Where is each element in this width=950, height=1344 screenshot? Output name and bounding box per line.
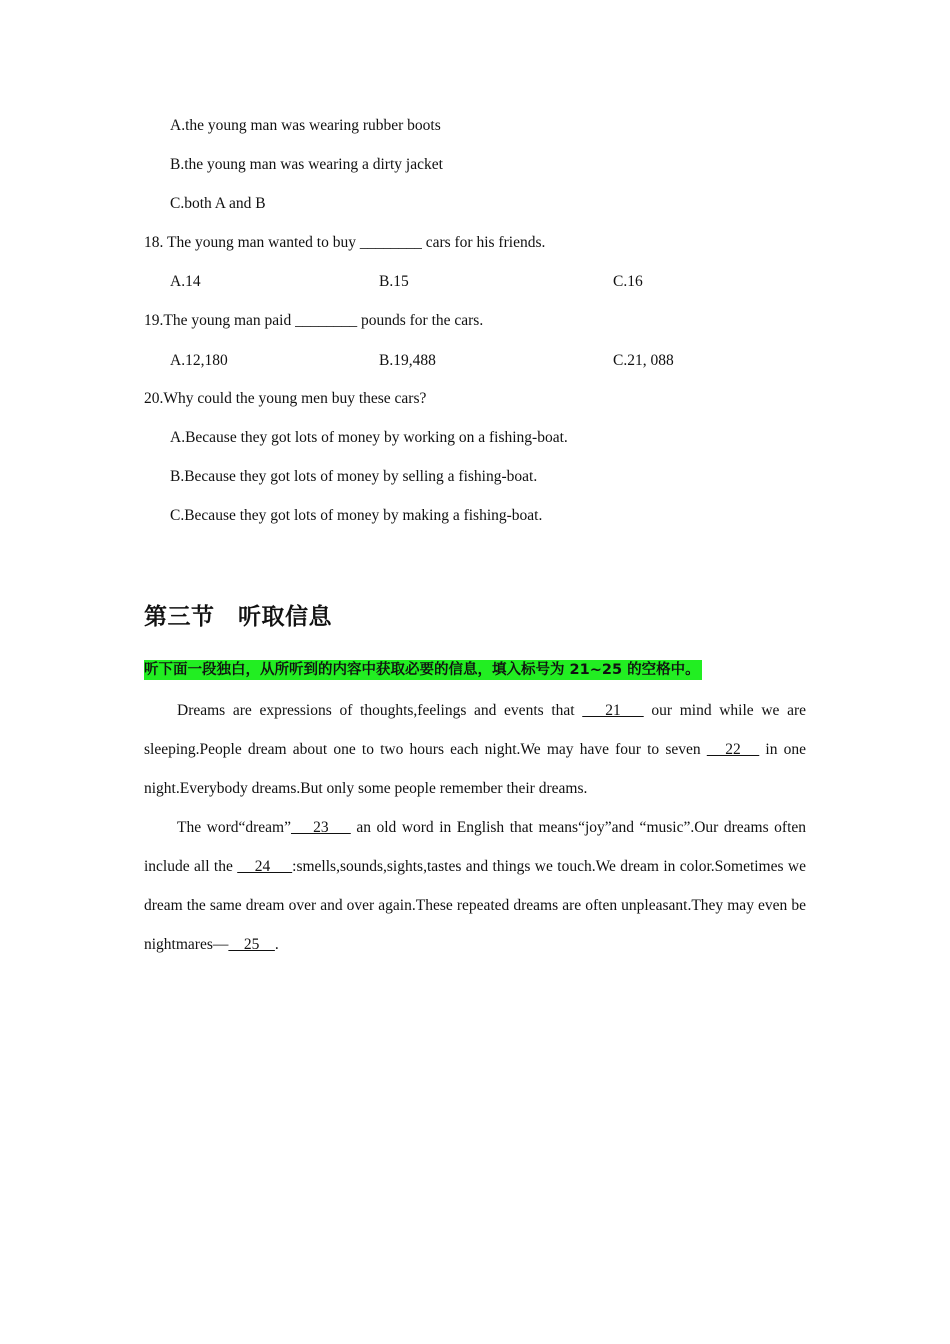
passage-text: in one night.Everybody dreams.But only some people remember their dreams. <box>144 741 807 797</box>
q20-option-a: A.Because they got lots of money by working on a fishing-boat. <box>170 429 568 446</box>
passage-paragraph-1 <box>144 691 806 808</box>
q17-option-b: B.the young man was wearing a dirty jacket <box>170 156 443 173</box>
passage-text: The word“dream” <box>177 819 291 836</box>
passage-text: Dreams are expressions of thoughts,feelings and events that <box>177 702 583 719</box>
q18-option-a: A.14 <box>170 273 201 290</box>
passage-text: . <box>274 936 279 953</box>
q19-option-a: A.12,180 <box>170 352 228 369</box>
section-instruction: 听下面一段独白，从所听到的内容中获取必要的信息，填入标号为 21~25 的空格中。 <box>144 662 700 678</box>
q18-option-b: B.15 <box>379 273 409 290</box>
passage-text: :smells,sounds,sights,tastes and things we touch.We dream in color.Sometimes we dream the same dream over and over again.These repeated dreams are often unpleasant.They may even be nightmares— <box>144 858 806 953</box>
blank-22: 22 <box>706 741 760 758</box>
q18-option-c: C.16 <box>613 273 643 290</box>
q20-option-c: C.Because they got lots of money by making a fishing-boat. <box>170 507 543 524</box>
q20-option-b: B.Because they got lots of money by selling a fishing-boat. <box>170 468 538 485</box>
passage-paragraph-2 <box>144 808 806 964</box>
blank-24: 24 <box>237 858 293 875</box>
blank-21: 21 <box>582 702 644 719</box>
q19-option-c: C.21, 088 <box>613 352 674 369</box>
q17-option-a: A.the young man was wearing rubber boots <box>170 117 441 134</box>
passage-text: our mind while we are sleeping.People dream about one to two hours each night.We may have four to seven <box>144 702 806 758</box>
blank-23: 23 <box>290 819 351 836</box>
q18-question: 18. The young man wanted to buy ________ cars for his friends. <box>144 234 546 251</box>
q17-option-c: C.both A and B <box>170 195 266 212</box>
q19-option-b: B.19,488 <box>379 352 436 369</box>
section-heading: 第三节 听取信息 <box>144 604 332 630</box>
q20-question: 20.Why could the young men buy these cars? <box>144 390 427 407</box>
blank-25: 25 <box>228 936 275 953</box>
passage-text: an old word in English that means“joy”and “music”.Our dreams often include all the <box>144 819 807 875</box>
q19-question: 19.The young man paid ________ pounds for the cars. <box>144 312 484 329</box>
